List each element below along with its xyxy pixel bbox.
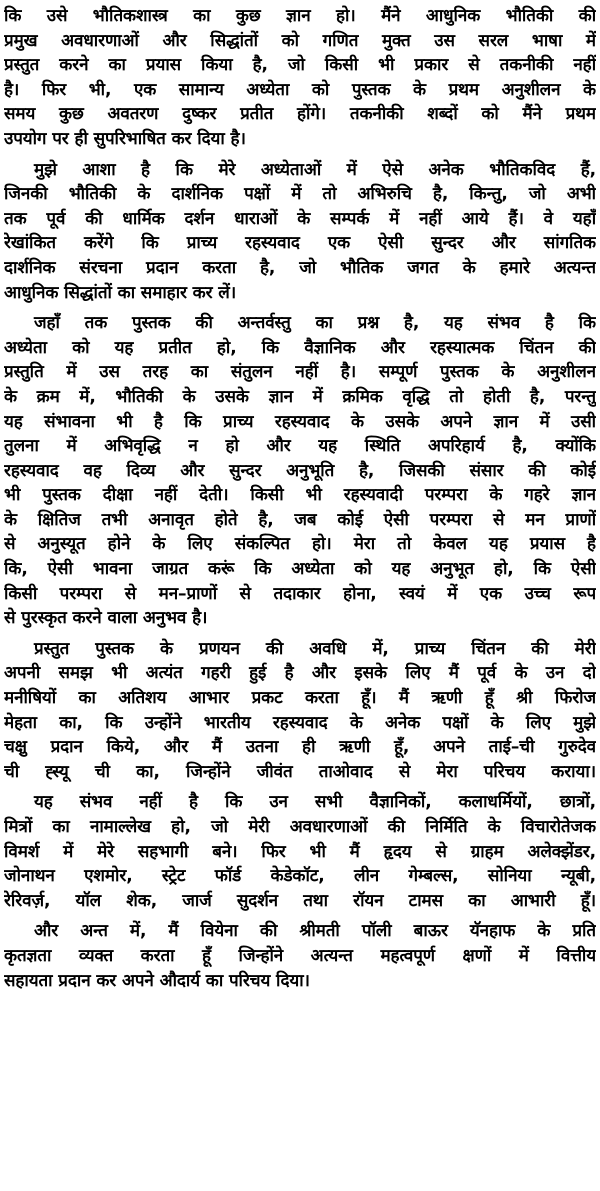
text-line: दार्शनिक संरचना प्रदान करता है, जो भौतिक जगत के हमारे अत्यन्त — [4, 257, 596, 278]
text-line: और अन्त में, मैं वियेना की श्रीमती पॉली बाऊर यॅनहाफ के प्रति — [34, 921, 596, 942]
text-line: अध्येता को यह प्रतीत हो, कि वैज्ञानिक और रहस्यात्मक चिंतन की — [4, 337, 596, 358]
paragraph-4 — [4, 637, 596, 785]
text-line: प्रस्तुत करने का प्रयास किया है, जो किसी भी प्रकार से तकनीकी नहीं — [4, 55, 596, 76]
text-line: कृतज्ञता व्यक्त करता हूँ जिन्होंने अत्यन्त महत्वपूर्ण क्षणों में वित्तीय — [4, 945, 596, 966]
paragraph-3 — [4, 311, 596, 631]
text-line: के क्रम में, भौतिकी के उसके ज्ञान में क्रमिक वृद्धि तो होती है, परन्तु — [4, 386, 596, 407]
text-line: प्रमुख अवधारणाओं और सिद्धांतों को गणित मुक्त उस सरल भाषा में — [4, 30, 596, 51]
text-line: सहायता प्रदान कर अपने औदार्य का परिचय दिया। — [4, 970, 310, 991]
text-line: आधुनिक सिद्धांतों का समाहार कर लें। — [4, 282, 237, 303]
text-line: कि उसे भौतिकशास्त्र का कुछ ज्ञान हो। मैंने आधुनिक भौतिकी की — [4, 6, 596, 26]
text-line: तक पूर्व की धार्मिक दर्शन धाराओं के सम्पर्क में नहीं आये हैं। वे यहाँ — [4, 208, 596, 229]
text-line: चक्षु प्रदान किये, और मैं उतना ही ऋणी हूँ, अपने ताई–ची गुरुदेव — [4, 737, 596, 758]
text-line: किसी परम्परा से मन–प्राणों से तदाकार होना, स्वयं में एक उच्च रूप — [4, 583, 596, 604]
text-line: है। फिर भी, एक सामान्य अध्येता को पुस्तक के प्रथम अनुशीलन के — [4, 79, 596, 100]
text-line: रेरिवर्ज़, यॉल शेक, जार्ज सुदर्शन तथा रॉयन टामस का आभारी हूँ। — [4, 890, 596, 911]
text-line: मनीषियों का अतिशय आभार प्रकट करता हूँ। मैं ऋणी हूँ श्री फिरोज — [4, 688, 596, 709]
text-line: प्रस्तुति में उस तरह का संतुलन नहीं है। सम्पूर्ण पुस्तक के अनुशीलन — [4, 362, 596, 383]
text-line: ची ह्स्यू ची का, जिन्होंने जीवंत ताओवाद से मेरा परिचय कराया। — [4, 761, 596, 782]
text-line: रहस्यवाद वह दिव्य और सुन्दर अनुभूति है, जिसकी संसार की कोई — [4, 460, 596, 481]
text-line: प्रस्तुत पुस्तक के प्रणयन की अवधि में, प्राच्य चिंतन की मेरी — [34, 638, 596, 659]
text-line: यह संभावना भी है कि प्राच्य रहस्यवाद के उसके अपने ज्ञान में उसी — [4, 411, 596, 432]
text-line: तुलना में अभिवृद्धि न हो और यह स्थिति अपरिहार्य है, क्योंकि — [4, 436, 596, 457]
paragraph-5 — [4, 790, 596, 913]
text-line: जहाँ तक पुस्तक की अन्तर्वस्तु का प्रश्न है, यह संभव है कि — [34, 313, 596, 334]
paragraph-2 — [4, 158, 596, 306]
text-line: मुझे आशा है कि मेरे अध्येताओं में ऐसे अनेक भौतिकविद हैं, — [34, 159, 596, 180]
text-line: से पुरस्कृत करने वाला अनुभव है। — [4, 608, 208, 629]
paragraph-1 — [4, 4, 596, 152]
text-line: जोनाथन एशमोर, स्ट्रेट फॉर्ड केडेकॉट, लीन गेम्बल्स, सोनिया न्यूबी, — [4, 866, 596, 887]
text-line: उपयोग पर ही सुपरिभाषित कर दिया है। — [4, 128, 246, 149]
text-line: विमर्श में मेरे सहभागी बने। फिर भी मैं हृदय से ग्राहम अलेक्झेंडर, — [4, 841, 596, 862]
text-line: यह संभव नहीं है कि उन सभी वैज्ञानिकों, कलाधर्मियों, छात्रों, — [34, 792, 596, 813]
text-line: भी पुस्तक दीक्षा नहीं देती। किसी भी रहस्यवादी परम्परा के गहरे ज्ञान — [4, 485, 596, 506]
text-line: रेखांकित करेंगे कि प्राच्य रहस्यवाद एक ऐसी सुन्दर और सांगतिक — [4, 233, 596, 254]
text-line: कि, ऐसी भावना जाग्रत करूं कि अध्येता को यह अनुभूत हो, कि ऐसी — [4, 559, 596, 580]
text-line: मेहता का, कि उन्होंने भारतीय रहस्यवाद के अनेक पक्षों के लिए मुझे — [4, 712, 596, 733]
text-line: मित्रों का नामाल्लेख हो, जो मेरी अवधारणाओं की निर्मिति के विचारोतेजक — [4, 817, 596, 837]
text-line: के क्षितिज तभी अनावृत होते है, जब कोई ऐसी परम्परा से मन प्राणों — [4, 509, 596, 530]
text-line: से अनुस्यूत होने के लिए संकल्पित हो। मेरा तो केवल यह प्रयास है — [4, 534, 596, 555]
text-line: जिनकी भौतिकी के दार्शनिक पक्षों में तो अभिरुचि है, किन्तु, जो अभी — [4, 184, 596, 205]
text-line: समय कुछ अवतरण दुष्कर प्रतीत होंगे। तकनीकी शब्दों को मैंने प्रथम — [4, 104, 596, 125]
text-line: अपनी समझ भी अत्यंत गहरी हुई है और इसके लिए मैं पूर्व के उन दो — [4, 663, 596, 684]
paragraph-6 — [4, 919, 596, 993]
